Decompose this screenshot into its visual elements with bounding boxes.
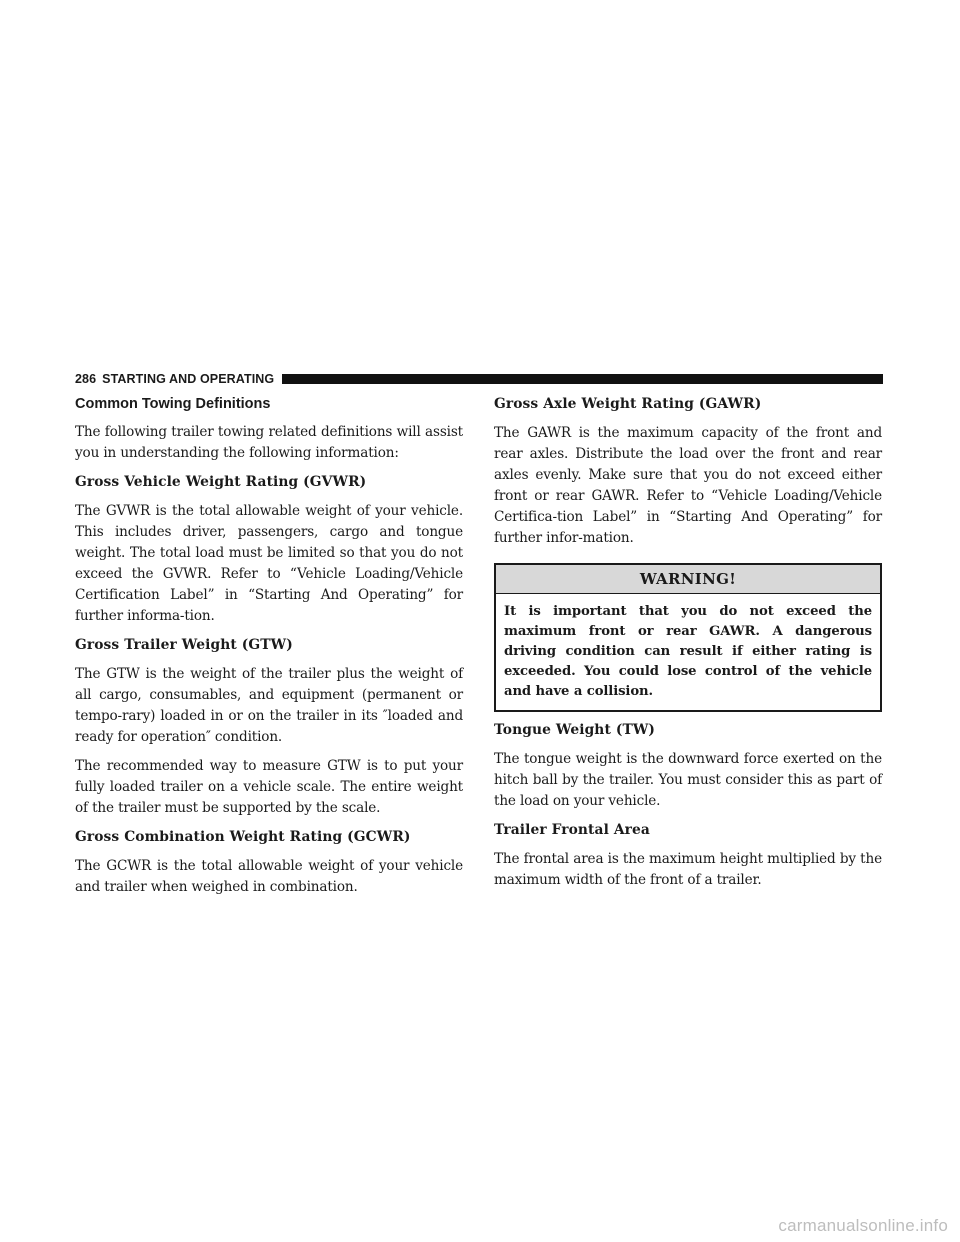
header-rule <box>282 374 883 384</box>
right-column <box>494 392 882 899</box>
header-label <box>75 372 274 386</box>
warning-box <box>494 563 882 712</box>
section-title: Common Towing Definitions <box>75 396 271 412</box>
left-column <box>75 392 463 906</box>
tfa-paragraph: The frontal area is the maximum height multiplied by the maximum width of the front of a trailer. <box>494 851 882 888</box>
page-number: 286 <box>75 372 97 386</box>
tw-paragraph: The tongue weight is the downward force exerted on the hitch ball by the trailer. You must consider this as part of the load on your vehicle. <box>494 751 882 809</box>
page-header <box>75 371 883 387</box>
gcwr-heading: Gross Combination Weight Rating (GCWR) <box>75 829 411 845</box>
gcwr-paragraph: The GCWR is the total allowable weight of your vehicle and trailer when weighed in combination. <box>75 858 463 895</box>
gawr-paragraph: The GAWR is the maximum capacity of the front and rear axles. Distribute the load over the front and rear axles evenly. Make sure that you do not exceed either front or rear GAWR. Refer to “Vehicle Loading/Vehicle Certifica-tion Label” in “Starting And Operating” for further infor-mation. <box>494 425 882 546</box>
tw-heading: Tongue Weight (TW) <box>494 722 656 738</box>
gvwr-heading: Gross Vehicle Weight Rating (GVWR) <box>75 474 367 490</box>
gawr-heading: Gross Axle Weight Rating (GAWR) <box>494 396 762 412</box>
gtw-paragraph-1: The GTW is the weight of the trailer plus the weight of all cargo, consumables, and equipment (permanent or tempo-rary) loaded in or on the trailer in its ″loaded and ready for operation″ condition. <box>75 666 463 745</box>
section-name: STARTING AND OPERATING <box>102 372 275 386</box>
warning-text: It is important that you do not exceed the maximum front or rear GAWR. A dangerous driving condition can result if either rating is exceeded. You could lose control of the vehicle and have a collision. <box>504 604 872 699</box>
tfa-heading: Trailer Frontal Area <box>494 822 650 838</box>
intro-paragraph: The following trailer towing related definitions will assist you in understanding the following information: <box>75 424 463 461</box>
gtw-heading: Gross Trailer Weight (GTW) <box>75 637 293 653</box>
watermark-link[interactable]: carmanualsonline.info <box>778 1216 948 1235</box>
gtw-paragraph-2: The recommended way to measure GTW is to put your fully loaded trailer on a vehicle scale. The entire weight of the trailer must be supported by the scale. <box>75 758 463 816</box>
gvwr-paragraph: The GVWR is the total allowable weight of your vehicle. This includes driver, passengers, cargo and tongue weight. The total load must be limited so that you do not exceed the GVWR. Refer to “Vehicle Loading/Vehicle Certification Label” in “Starting And Operating” for further informa-tion. <box>75 503 463 624</box>
warning-title: WARNING! <box>496 565 880 594</box>
